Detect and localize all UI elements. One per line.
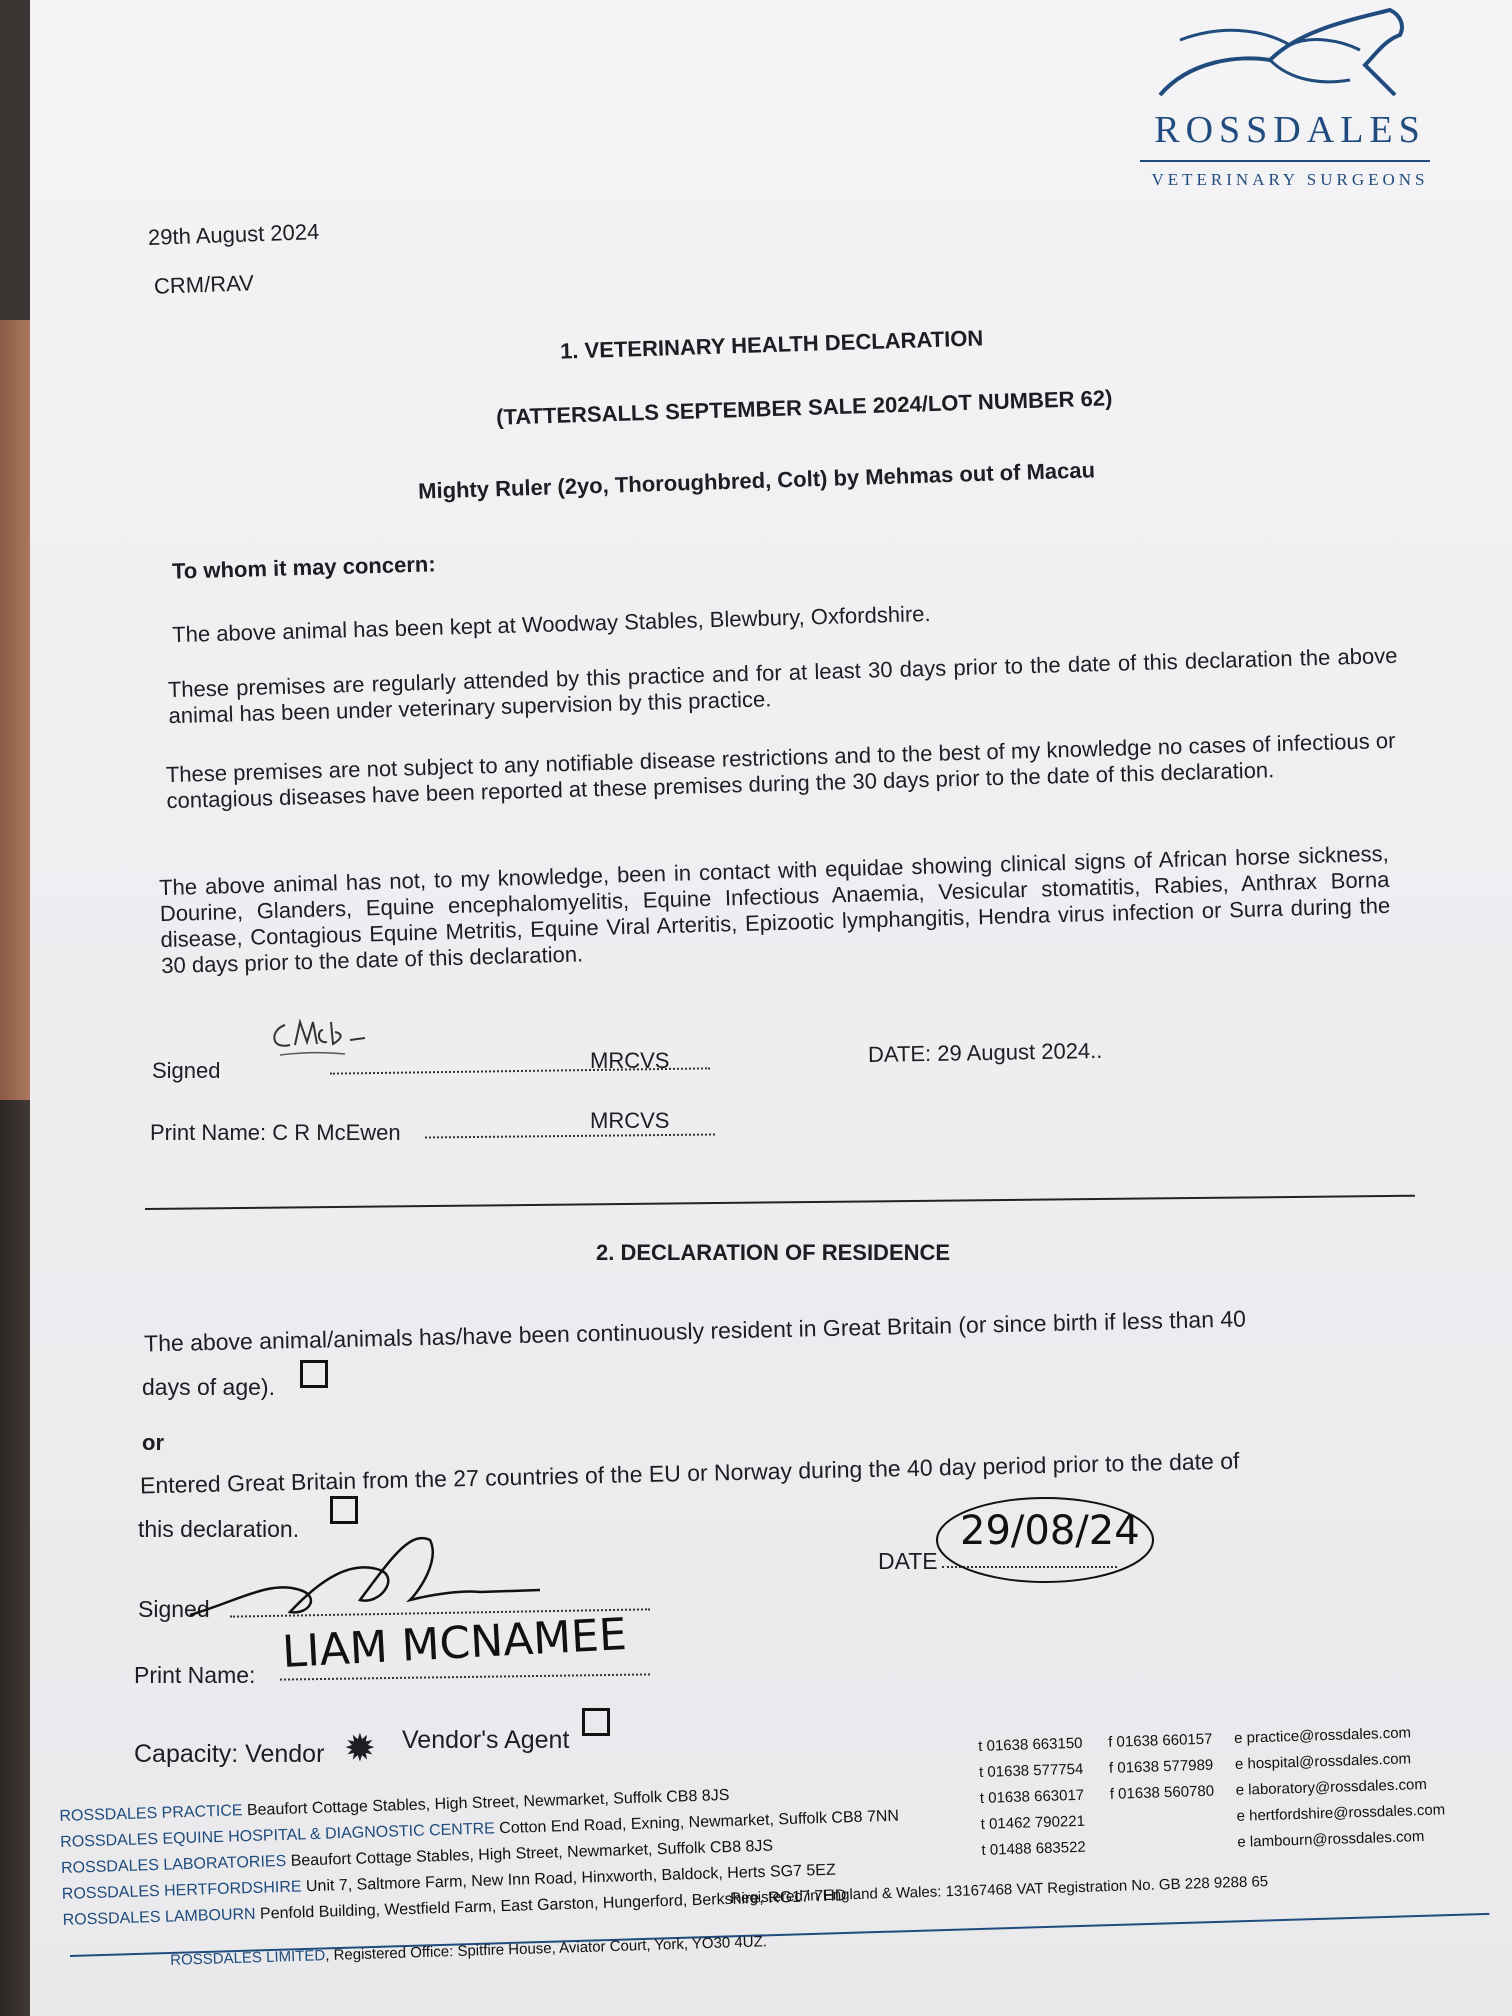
logo-subtitle: VETERINARY SURGEONS xyxy=(1151,170,1429,189)
registration-info: Registered in England & Wales: 13167468 VAT Registration No. GB 228 9288 65 xyxy=(730,1873,1269,1907)
paragraph-restrictions: These premises are not subject to any notifiable disease restrictions and to the best of my knowledge no cases of infectious or contagious diseases have been reported at these premises during the 30 days prior to the date of this declaration. xyxy=(165,727,1396,814)
salutation: To whom it may concern: xyxy=(171,551,436,584)
entry-statement-end: this declaration. xyxy=(138,1516,300,1542)
date-label-2: DATE xyxy=(878,1548,938,1574)
vet-declaration-date: DATE: 29 August 2024.. xyxy=(867,1037,1103,1068)
phone-practice: t 01638 663150 xyxy=(978,1734,1083,1755)
section1-subtitle: (TATTERSALLS SEPTEMBER SALE 2024/LOT NUMBER 62) xyxy=(495,385,1113,430)
footer-line-hospital: ROSSDALES EQUINE HOSPITAL & DIAGNOSTIC CENTRE Cotton End Road, Exning, Newmarket, Suffolk CB8 7NN xyxy=(60,1807,900,1851)
logo-divider xyxy=(1140,160,1430,162)
section2-title: 2. DECLARATION OF RESIDENCE xyxy=(596,1240,951,1265)
footer-line-laboratories: ROSSDALES LABORATORIES Beaufort Cottage Stables, High Street, Newmarket, Suffolk CB8 8JS xyxy=(60,1837,774,1877)
email-hertfordshire: e hertfordshire@rossdales.com xyxy=(1236,1801,1446,1825)
handwritten-print-name: LIAM MCNAMEE xyxy=(280,1609,628,1678)
document-page xyxy=(30,0,1512,2016)
entry-statement: Entered Great Britain from the 27 countries of the EU or Norway during the 40 day period prior to the date of xyxy=(139,1447,1240,1499)
section-divider xyxy=(145,1195,1415,1210)
horse-details: Mighty Ruler (2yo, Thoroughbred, Colt) by Mehmas out of Macau xyxy=(417,457,1096,504)
email-lambourn: e lambourn@rossdales.com xyxy=(1237,1828,1425,1851)
reference-code: CRM/RAV xyxy=(153,270,255,299)
phone-lambourn: t 01488 683522 xyxy=(981,1838,1087,1859)
registered-office: ROSSDALES LIMITED, Registered Office: Spitfire House, Aviator Court, York, YO30 4UZ. xyxy=(170,1933,768,1969)
footer-addresses xyxy=(58,1742,964,1970)
vendor-agent-checkbox[interactable] xyxy=(582,1708,610,1736)
letter-date: 29th August 2024 xyxy=(147,219,320,250)
phone-hospital: t 01638 577754 xyxy=(978,1760,1084,1781)
footer-line-lambourn: ROSSDALES LAMBOURN Penfold Building, Westfield Farm, East Garston, Hungerford, Berkshire, RG17 7HD xyxy=(62,1887,847,1929)
paragraph-premises: The above animal has been kept at Woodway Stables, Blewbury, Oxfordshire. xyxy=(171,600,931,648)
logo-wordmark: ROSSDALES xyxy=(1154,109,1426,151)
fax-practice: f 01638 660157 xyxy=(1107,1730,1213,1751)
mrcvs-label-1: MRCVS xyxy=(590,1048,670,1073)
email-practice: e practice@rossdales.com xyxy=(1233,1724,1412,1747)
email-hospital: e hospital@rossdales.com xyxy=(1234,1750,1412,1773)
vet-signature xyxy=(265,1010,405,1070)
paragraph-supervision: These premises are regularly attended by this practice and for at least 30 days prior to the date of this declaration the above animal has been under veterinary supervision by this practice. xyxy=(167,642,1398,729)
capacity-vendor-label: Capacity: Vendor xyxy=(134,1740,325,1768)
phone-laboratory: t 01638 663017 xyxy=(979,1786,1085,1807)
or-label: or xyxy=(142,1430,164,1455)
vet-print-name: Print Name: C R McEwen xyxy=(150,1120,401,1145)
email-laboratory: e laboratory@rossdales.com xyxy=(1235,1775,1428,1799)
signed-label-1: Signed xyxy=(152,1058,221,1083)
vendor-agent-label: Vendor's Agent xyxy=(402,1726,570,1754)
fax-laboratory: f 01638 560780 xyxy=(1109,1782,1215,1803)
horse-logo-icon xyxy=(1150,0,1430,110)
print-name-label-2: Print Name: xyxy=(134,1662,256,1688)
print-name-line-1 xyxy=(425,1133,715,1138)
mrcvs-label-2: MRCVS xyxy=(590,1108,670,1133)
footer-line-hertfordshire: ROSSDALES HERTFORDSHIRE Unit 7, Saltmore Farm, New Inn Road, Hinxworth, Baldock, Herts SG7 5EZ xyxy=(61,1861,836,1903)
paragraph-diseases: The above animal has not, to my knowledge, been in contact with equidae showing clinical signs of African horse sickness, Dourine, Glanders, Equine encephalomyelitis, Equine Infectious Anaemia, Vesicular stomatitis, Rabies, Anthrax Borna disease, Contagious Equine Metritis, Equine Viral Arteritis, Epizootic lymphangitis, Hendra virus infection or Surra during the 30 days prior to the date of this declaration. xyxy=(158,840,1391,979)
resident-checkbox[interactable] xyxy=(300,1360,328,1388)
rossdales-logo xyxy=(1110,0,1470,200)
handwritten-date: 29/08/24 xyxy=(960,1508,1140,1554)
fax-hospital: f 01638 577989 xyxy=(1108,1756,1214,1777)
residence-statement-end: days of age). xyxy=(142,1374,275,1400)
residence-statement: The above animal/animals has/have been continuously resident in Great Britain (or since birth if less than 40 xyxy=(143,1305,1247,1357)
footer-contacts xyxy=(978,1721,1512,1878)
footer-line-practice: ROSSDALES PRACTICE Beaufort Cottage Stables, High Street, Newmarket, Suffolk CB8 8JS xyxy=(59,1786,730,1825)
phone-hertfordshire: t 01462 790221 xyxy=(980,1812,1086,1833)
vendor-selected-mark[interactable]: ✹ xyxy=(344,1728,376,1770)
section1-title: 1. VETERINARY HEALTH DECLARATION xyxy=(559,325,984,364)
signed-label-2: Signed xyxy=(138,1596,210,1622)
